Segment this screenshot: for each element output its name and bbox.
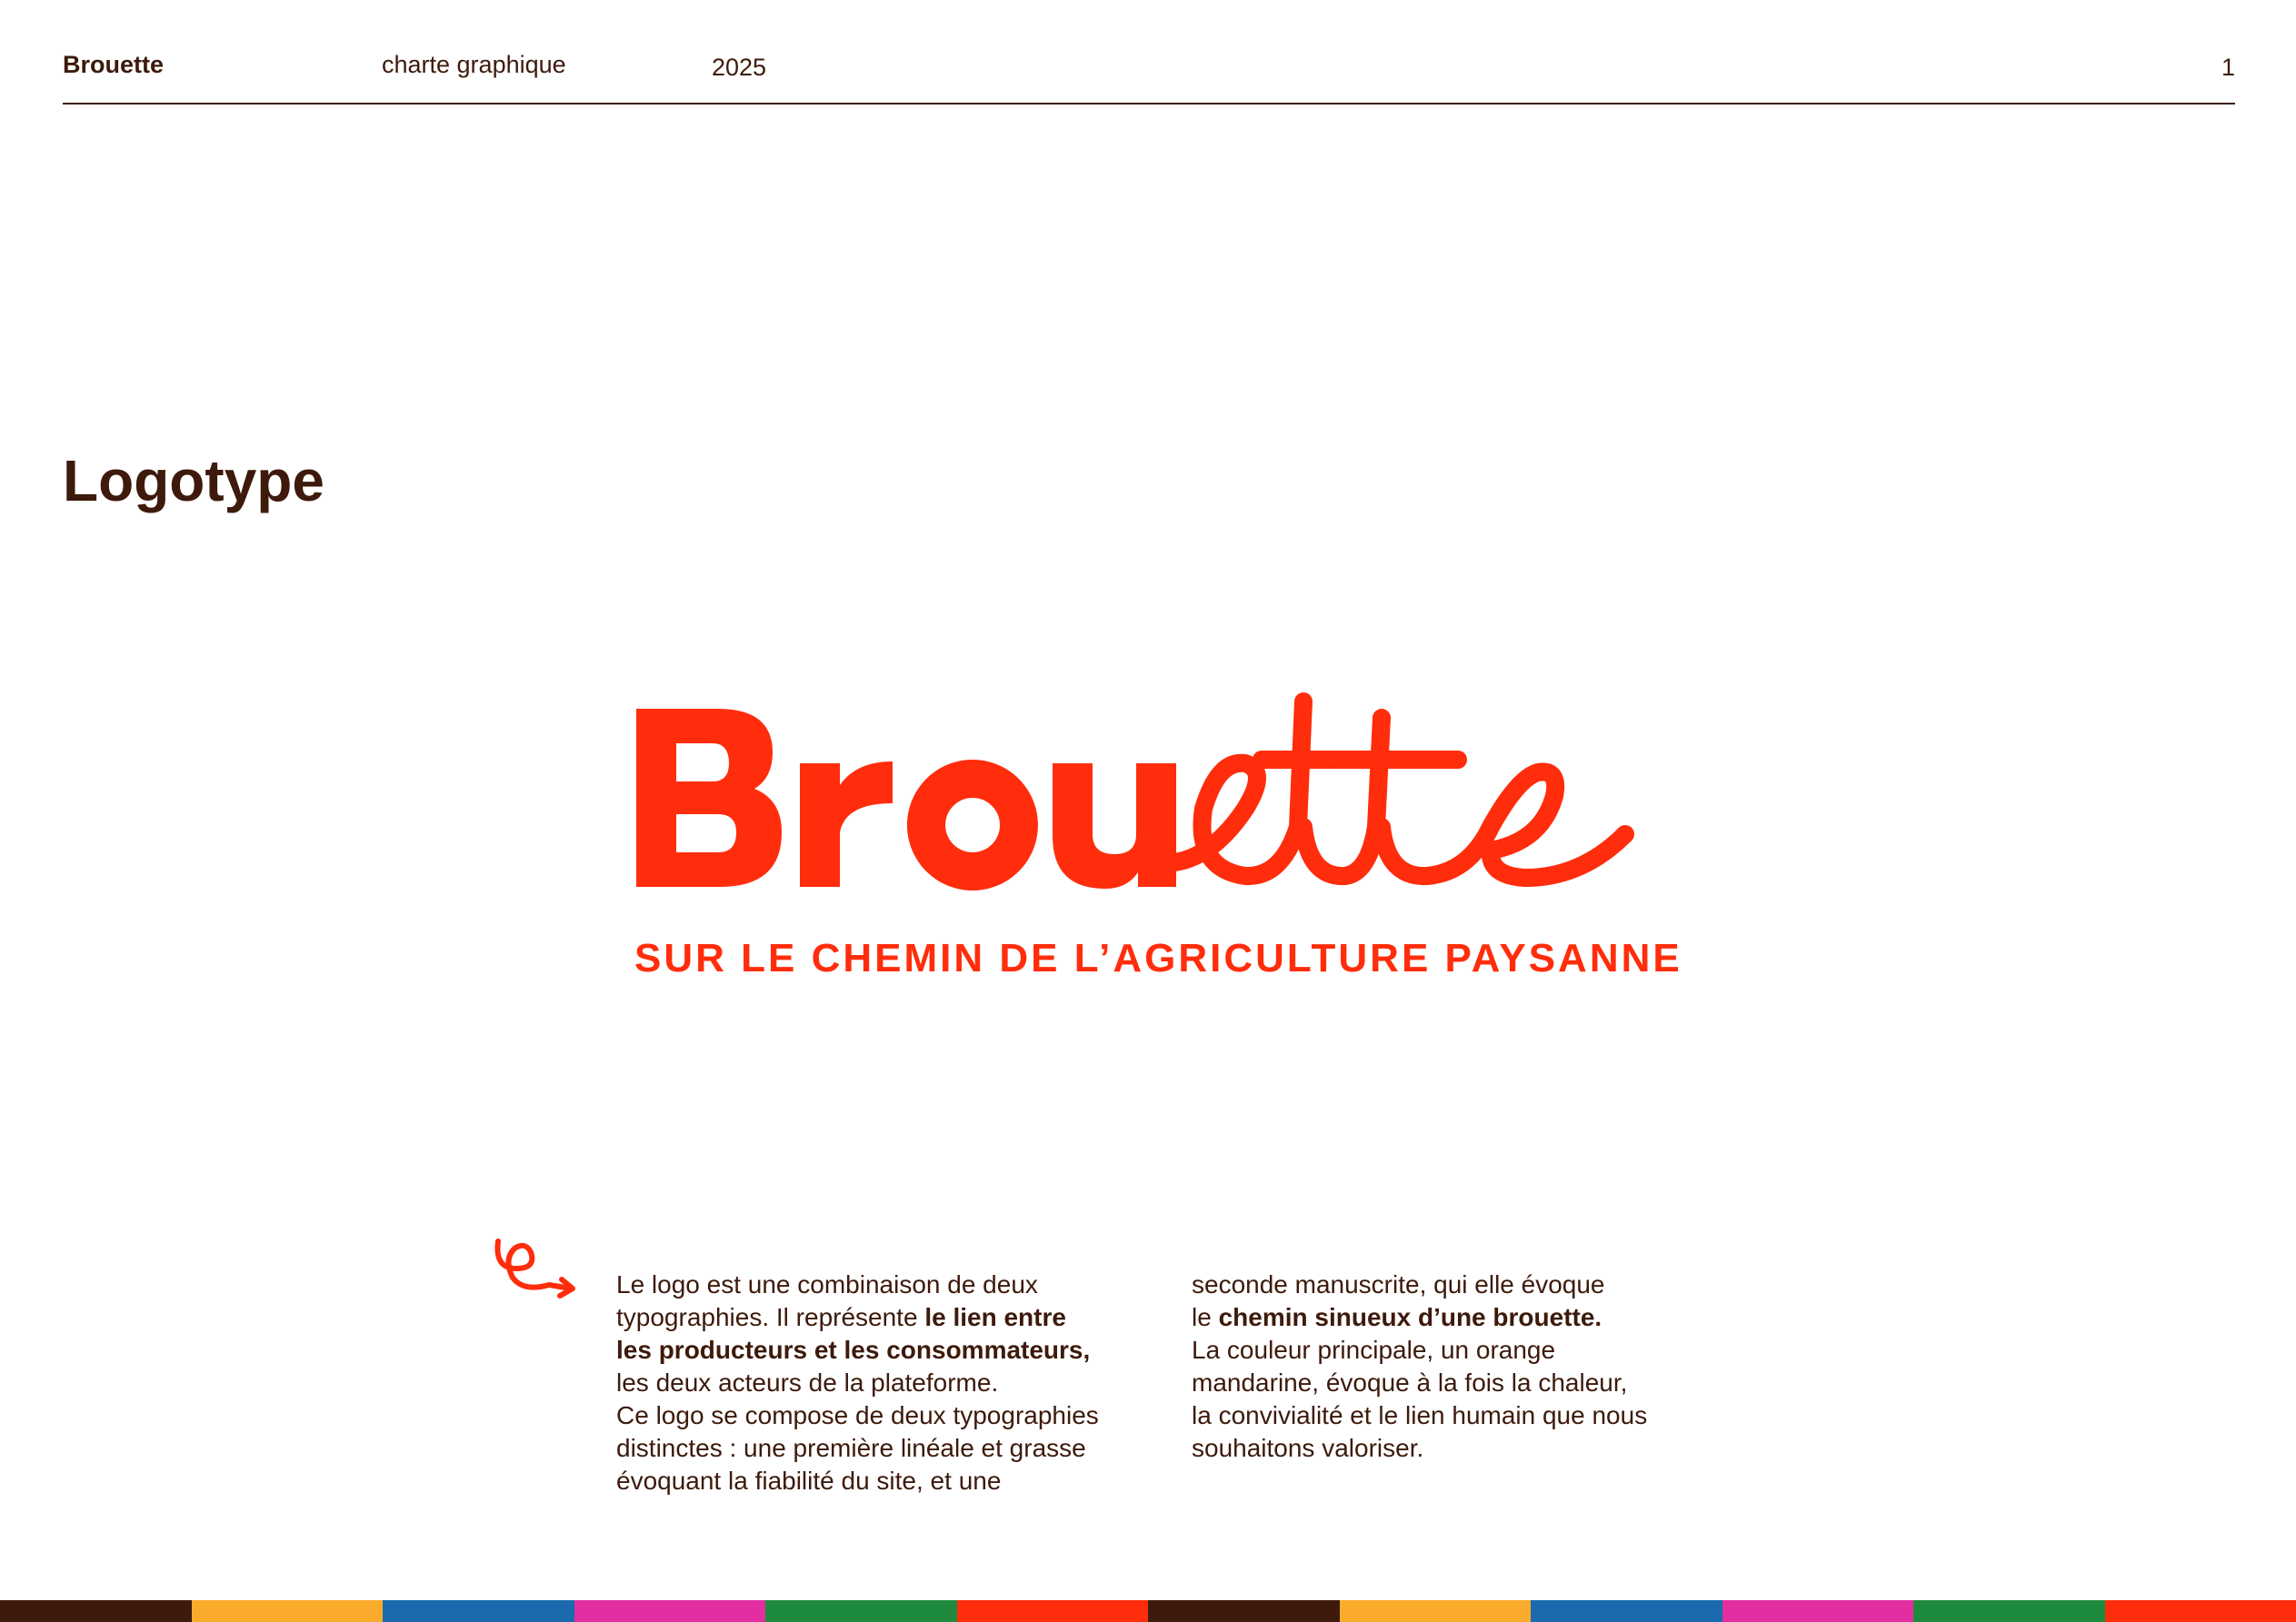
desc-line: le chemin sinueux d’une brouette. (1192, 1303, 1602, 1331)
desc-line: les deux acteurs de la plateforme. (616, 1368, 999, 1397)
palette-swatch (1340, 1600, 1532, 1622)
desc-line: mandarine, évoque à la fois la chaleur, (1192, 1368, 1628, 1397)
palette-swatch (574, 1600, 766, 1622)
palette-swatch (957, 1600, 1149, 1622)
page-title: Logotype (63, 448, 324, 513)
page-header (63, 0, 2235, 104)
desc-line: Le logo est une combinaison de deux (616, 1270, 1038, 1299)
palette-swatch (383, 1600, 574, 1622)
palette-swatch (1913, 1600, 2105, 1622)
description-column-2 (1192, 1269, 1647, 1465)
desc-line: typographies. Il représente le lien entre (616, 1303, 1066, 1331)
swirl-arrow-icon (491, 1238, 582, 1310)
palette-swatch (192, 1600, 384, 1622)
palette-swatch (765, 1600, 957, 1622)
desc-line: souhaitons valoriser. (1192, 1434, 1424, 1462)
desc-line: la convivialité et le lien humain que nous (1192, 1401, 1648, 1429)
logo-wordmark (618, 691, 1672, 891)
description-column-1 (616, 1269, 1099, 1498)
palette-swatch (2105, 1600, 2296, 1622)
desc-line: Ce logo se compose de deux typographies (616, 1401, 1099, 1429)
palette-swatch (0, 1600, 192, 1622)
color-palette-bar (0, 1600, 2296, 1622)
desc-line: seconde manuscrite, qui elle évoque (1192, 1270, 1605, 1299)
palette-swatch (1148, 1600, 1340, 1622)
header-year: 2025 (712, 54, 767, 81)
palette-swatch (1722, 1600, 1914, 1622)
desc-line: distinctes : une première linéale et grasse (616, 1434, 1086, 1462)
desc-line: les producteurs et les consommateurs, (616, 1336, 1091, 1364)
logo-tagline: SUR LE CHEMIN DE L’AGRICULTURE PAYSANNE (634, 936, 1682, 980)
header-doc-title: charte graphique (382, 51, 566, 78)
palette-swatch (1531, 1600, 1722, 1622)
header-brand: Brouette (63, 51, 165, 78)
desc-line: La couleur principale, un orange (1192, 1336, 1556, 1364)
page-number: 1 (2221, 54, 2235, 81)
desc-line: évoquant la fiabilité du site, et une (616, 1467, 1002, 1495)
